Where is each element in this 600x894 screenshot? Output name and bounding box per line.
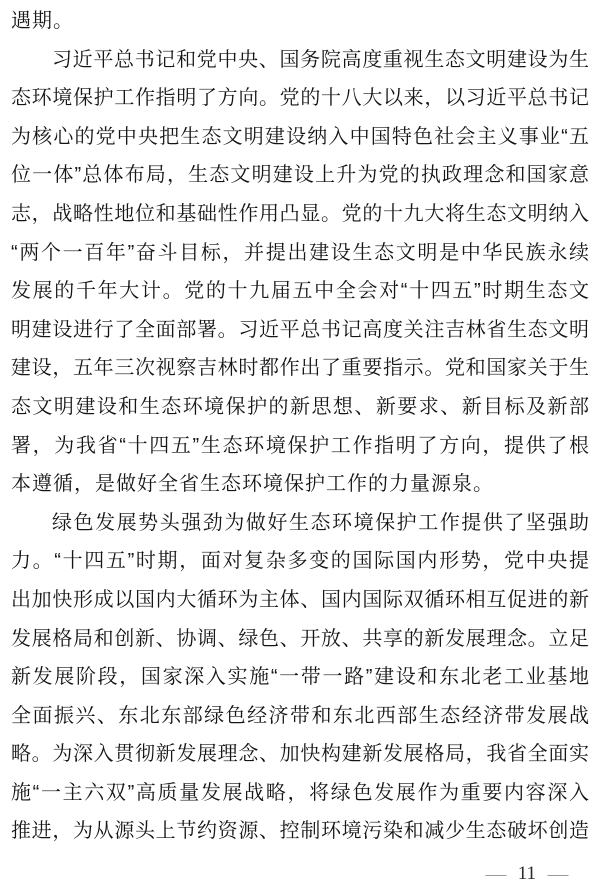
page-number-dash-left: — xyxy=(485,863,507,884)
text-line: 新发展阶段，国家深入实施“一带一路”建设和东北老工业基地 xyxy=(11,666,589,689)
text-line: 全面振兴、东北东部绿色经济带和东北西部生态经济带发展战 xyxy=(11,704,589,727)
text-line: 本遵循，是做好全省生态环境保护工作的力量源泉。 xyxy=(11,473,494,496)
text-line: 明建设进行了全面部署。习近平总书记高度关注吉林省生态文明 xyxy=(11,318,589,341)
text-line: 施“一主六双”高质量发展战略，将绿色发展作为重要内容深入 xyxy=(11,781,589,804)
text-line: 发展格局和创新、协调、绿色、开放、共享的新发展理念。立足 xyxy=(11,627,589,650)
page-number xyxy=(487,864,567,883)
text-line: 位一体”总体布局，生态文明建设上升为党的执政理念和国家意 xyxy=(11,164,589,187)
text-line: 出加快形成以国内大循环为主体、国内国际双循环相互促进的新 xyxy=(11,588,589,611)
text-line: 遇期。 xyxy=(11,10,74,32)
page-number-value: 11 xyxy=(517,863,536,884)
text-line: 为核心的党中央把生态文明建设纳入中国特色社会主义事业“五 xyxy=(11,125,589,148)
text-line: 习近平总书记和党中央、国务院高度重视生态文明建设为生 xyxy=(52,48,589,71)
text-line: 力。“十四五”时期，面对复杂多变的国际国内形势，党中央提 xyxy=(11,550,589,573)
text-line: “两个一百年”奋斗目标，并提出建设生态文明是中华民族永续 xyxy=(11,241,589,264)
document-body-text xyxy=(11,2,589,851)
text-line: 发展的千年大计。党的十九届五中全会对“十四五”时期生态文 xyxy=(11,280,589,303)
text-line: 署，为我省“十四五”生态环境保护工作指明了方向，提供了根 xyxy=(11,434,589,457)
text-line: 建设，五年三次视察吉林时都作出了重要指示。党和国家关于生 xyxy=(11,357,589,380)
text-line: 态环境保护工作指明了方向。党的十八大以来，以习近平总书记 xyxy=(11,87,589,110)
text-line: 略。为深入贯彻新发展理念、加快构建新发展格局，我省全面实 xyxy=(11,743,589,766)
page-number-dash-right: — xyxy=(547,863,569,884)
text-line: 推进，为从源头上节约资源、控制环境污染和减少生态破坏创造 xyxy=(11,820,589,843)
text-line: 志，战略性地位和基础性作用凸显。党的十九大将生态文明纳入 xyxy=(11,202,589,225)
text-line: 态文明建设和生态环境保护的新思想、新要求、新目标及新部 xyxy=(11,395,589,418)
text-line: 绿色发展势头强劲为做好生态环境保护工作提供了坚强助 xyxy=(52,511,589,534)
